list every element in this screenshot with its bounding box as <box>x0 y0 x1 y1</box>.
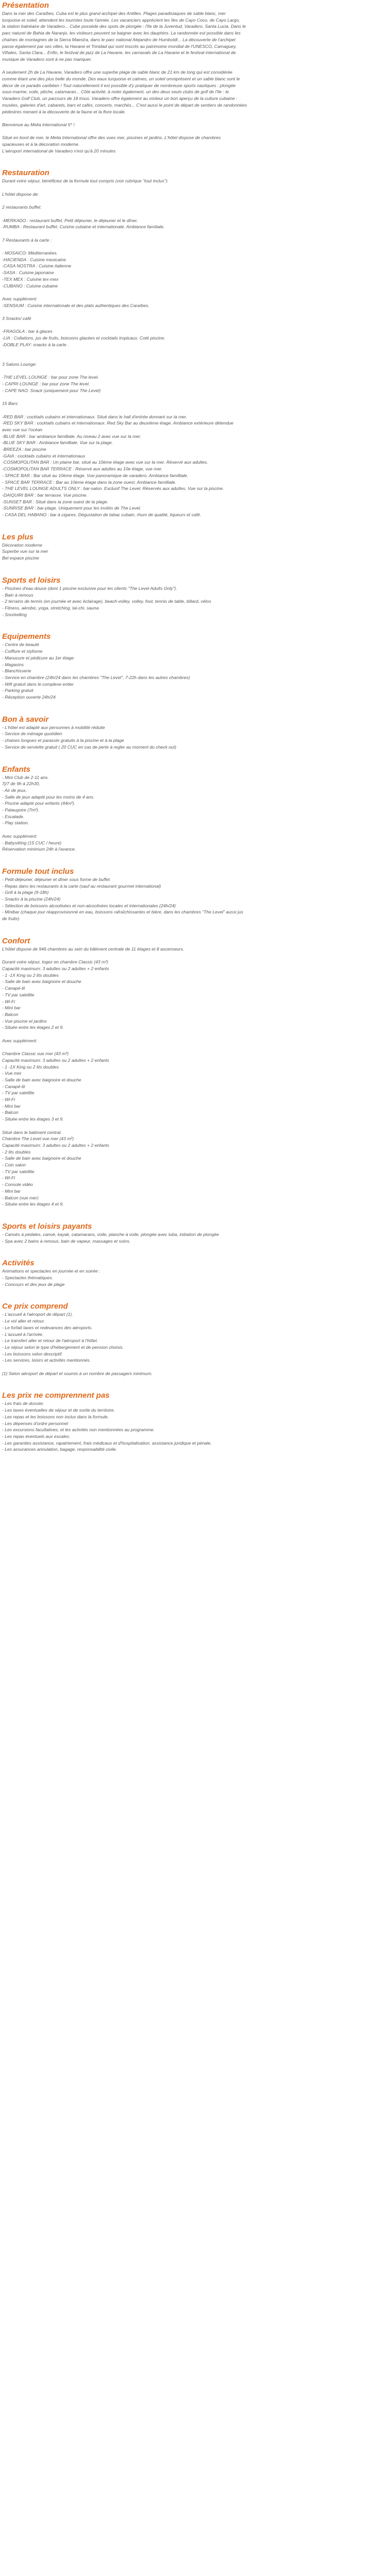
section-spacer <box>2 154 389 167</box>
text-line: - Le transfert aller et retour de l'aéroport à l'hôtel. <box>2 1338 98 1344</box>
text-line: -BLUE SKY BAR : Ambiance familliale. Vue sur la plage. <box>2 440 113 446</box>
text-line: - Service en chambre (24h/24 dans les chambres "The Level", 7-22h dans les autres chambres) <box>2 674 190 680</box>
section-ce-prix-comprend <box>2 1301 389 1377</box>
text-line: - Mini bar <box>2 1103 21 1109</box>
section-spacer <box>2 1208 389 1221</box>
blank-line <box>2 826 389 833</box>
text-line: -CASA NOSTRA : Cuisine italienne <box>2 263 72 269</box>
text-line: chaînes de montagnes de la Sierra Maestra, dans le parc national Alejandro de Humboldt... La découverte de l'archipel <box>2 37 236 42</box>
text-line: comme étant une des plus belle du monde. Des eaux turquoise et calmes, un soleil omniprésent et un sable blanc sont le <box>2 76 240 82</box>
section-spacer <box>2 562 389 575</box>
text-line: - CAPRI LOUNGE : bar pour zone The level. <box>2 381 90 387</box>
text-line: - Blanchisserie <box>2 668 31 674</box>
text-line: - Les taxes éventuelles de séjour et de sortie du territoire. <box>2 1408 115 1413</box>
section-formule-tout-inclus <box>2 866 389 922</box>
text-line: - Le forfait taxes et redevances des aéroports. <box>2 1325 93 1330</box>
text-line: - Escalade. <box>2 814 24 819</box>
blank-line <box>2 230 389 237</box>
text-line: - Canoës à pédales, canoë, kayak, catamarans, voile, planche à voile, plongée avec tuba, initiation de plongée <box>2 1231 219 1237</box>
text-line: Superbe vue sur la mer <box>2 549 48 554</box>
text-line: A seulement 2h de La Havane, Varadero offre une superbe plage de sable blanc de 21 km de long qui est considérée <box>2 70 233 75</box>
text-line: la station balnéaire de Varadero... Cube possède des spots de plongée : l'île de la Juventud, Varadero, Santa Lucia. Dans le <box>2 24 246 29</box>
blank-line <box>2 128 389 135</box>
text-line: - chaises longues et parasols gratuits à la piscine et à la plage <box>2 738 124 743</box>
text-line: - CASA DEL HABANO : bar à cigares. Dégustation de tabac cubain, rhum de qualité, liqueurs et café. <box>2 512 201 518</box>
text-line: - MOSAICO: Méditerranées. <box>2 250 58 256</box>
text-line: (1) Selon aéroport de départ et soumis à un nombre de passagers minimum. <box>2 1370 153 1376</box>
blank-line <box>2 354 389 361</box>
text-line: - Play station. <box>2 820 29 826</box>
text-line: - Spa avec 2 bains à remous, bain de vapeur, massages et soins. <box>2 1238 131 1244</box>
section-confort <box>2 936 389 1208</box>
text-line: - Service de serviette gratuit ( 20 CUC en cas de perte à regler au moment du check out) <box>2 744 176 750</box>
text-line: Viñales, Santa Clara... Enfin, le festival de jazz de La Havane, les carnavals de La Havane et le festival international de <box>2 50 236 56</box>
text-line: Avec supplément: <box>2 1038 38 1043</box>
text-line: - Salle de bain avec baignoire et douche <box>2 1077 82 1082</box>
text-line: pédestres menant à la découverte de la faune et la flore locale. <box>2 109 126 114</box>
section-title: Formule tout inclus <box>2 867 74 876</box>
text-line: - Spectacles thématiques. <box>2 1275 53 1281</box>
text-line: -DOBLE PLAY: snacks à la carte . <box>2 342 69 347</box>
text-line: Bel espace piscine <box>2 555 39 561</box>
text-line: - Les boissons selon descriptif. <box>2 1351 63 1357</box>
text-line: - TV par satellite <box>2 1090 35 1096</box>
blank-line <box>2 1123 389 1129</box>
section-title: Equipements <box>2 632 51 641</box>
text-line: - THE LEVEL LOUNGE ADULTS ONLY : bar-salon. Exclusif The Level. Réservés aux adultes. Vue sur la piscine. <box>2 486 224 492</box>
section-spacer <box>2 1377 389 1390</box>
text-line: - Coin salon <box>2 1162 26 1168</box>
text-line: - Piscines d'eau douce (dont 1 piscine exclusive pour les clients "The Level Adults Only"). <box>2 585 177 591</box>
text-line: - Snorkelling <box>2 612 27 617</box>
section-title: Les plus <box>2 532 34 541</box>
text-line: - Babysitting (15 CUC / heure) <box>2 840 62 845</box>
section-sports-et-loisirs <box>2 575 389 618</box>
text-line: sous-marine, voile, pêche, catamaran... Côté activité, à noter également, un des deux seuls clubs de golf de l'île : le <box>2 89 229 95</box>
text-line: - Piscine adapté pour enfants (44m²). <box>2 801 75 806</box>
text-line: - 2 lits doubles <box>2 1149 31 1155</box>
text-line: - Manucure et pédicure au 1er étage <box>2 655 74 660</box>
text-line: - Balcon <box>2 1011 19 1017</box>
text-line: -HACIENDA : Cuisine mexicaine <box>2 257 66 262</box>
text-line: - Salle de bain avec baignoire et douche <box>2 1156 82 1161</box>
text-line: L'hôtel dispose de 946 chambres au sein du bâtiment centrale de 11 étages et 8 ascenseurs. <box>2 946 185 952</box>
text-line: - Située entre les étages 4 et 9. <box>2 1201 64 1207</box>
text-line: - Balcon <box>2 1110 19 1115</box>
text-line: - Les excursions facultatives, et les activités non mentionnées au programme. <box>2 1427 155 1433</box>
text-line: Capacité maximum: 3 adultes ou 2 adultes + 2 enfants <box>2 1057 109 1063</box>
blank-line <box>2 368 389 375</box>
text-line: - Parking gratuit <box>2 688 34 693</box>
section-les-prix-ne-comprennent-pas <box>2 1390 389 1453</box>
text-line: -RED SKY BAR : cocktails cubains et internationaux. Red Sky Bar au deuxième étage. Ambiance extérieure détendue <box>2 420 234 426</box>
section-title: Confort <box>2 936 30 945</box>
text-line: - SPACE BAR TERRACE : Bar au 10ème étage dans la zone ouest. Ambiance familliale. <box>2 479 176 485</box>
text-line: - Salle de bain avec baignoire et douche <box>2 979 82 985</box>
text-line: - Wi-Fi <box>2 998 15 1004</box>
text-line: - Snacks à la piscine (24h/24) <box>2 896 61 902</box>
text-line: - Vue piscine et jardins <box>2 1018 47 1024</box>
blank-line <box>2 184 389 191</box>
text-line: -TEX MEX : Cuisine tex-mex <box>2 276 59 282</box>
text-line: - Centre de beauté <box>2 642 39 648</box>
text-line: de fruits) <box>2 916 20 922</box>
section-title: Enfants <box>2 765 31 774</box>
blank-line <box>2 211 389 217</box>
blank-line <box>2 348 389 355</box>
text-line: - Les repas éventuels aux escales. <box>2 1434 71 1439</box>
section-presentation <box>2 0 389 154</box>
text-line: - Mini bar <box>2 1188 21 1194</box>
text-line: - Console vidéo <box>2 1182 33 1188</box>
text-line: L'aéroport international de Varadero n'est qu'à 20 minutes <box>2 148 116 154</box>
text-line: Réservation minimum 24h à l'avance. <box>2 846 76 852</box>
text-line: - Petit-déjeuner, déjeuner et dîner sous forme de buffet <box>2 876 110 882</box>
text-line: - Wi-Fi <box>2 1175 15 1181</box>
section-equipements <box>2 631 389 700</box>
text-line: - Balcon (vue mer) <box>2 1195 39 1200</box>
text-line: -RUMBA : Restaurant buffet. Cuisine cubaine et internationale. Ambiance familiale. <box>2 224 165 230</box>
text-line: - Air de jeux. <box>2 787 27 793</box>
text-line: - Concours et des jeux de plage <box>2 1281 65 1287</box>
text-line: - Wi-Fi <box>2 1097 15 1103</box>
section-bon-a-savoir <box>2 714 389 751</box>
text-line: - Canapé-lit <box>2 1083 25 1089</box>
text-line: décor de ce paradis caribéen ! Tout naturellement il est possible d'y pratiquer de nombreuse sports nautiques : plongée <box>2 82 236 88</box>
section-sports-et-loisirs-payants <box>2 1221 389 1244</box>
text-line: - TV par satellite <box>2 992 35 997</box>
text-line: - Sélection de boissons alcoolisées et non-alcoolisées locales et internationales (24h/24) <box>2 903 176 908</box>
text-line: 3 Salons Lounge: <box>2 361 37 367</box>
section-spacer <box>2 618 389 631</box>
text-line: musique de Varadero sont à ne pas manquer. <box>2 56 92 62</box>
text-line: - Les frais de dossier. <box>2 1401 44 1406</box>
section-enfants <box>2 764 389 853</box>
section-title: Les prix ne comprennent pas <box>2 1391 110 1400</box>
text-line: -MERKADO : restaurant buffet, Petit déjeuner, le déjeuner et le dîner. <box>2 217 138 223</box>
blank-line <box>2 309 389 315</box>
text-line: musées, galeries d'art, cabarets, bars et cafés, concerts, marchés... C'est aussi le point de départ de sentiers de randonnées <box>2 102 247 108</box>
section-title: Activités <box>2 1259 35 1268</box>
section-title: Restauration <box>2 168 50 178</box>
text-line: -SENSIUM : Cuisine internationale et des plats authentiques des Caraïbes. <box>2 302 150 308</box>
text-line: - TV par satellite <box>2 1168 35 1174</box>
blank-line <box>2 953 389 959</box>
text-line: passe également par ses villes, la Havane et Trinidad qui sont inscrits au patrimoine mondial de l'UNESCO, Camaguey, <box>2 43 237 49</box>
text-line: - Vue mer <box>2 1071 22 1076</box>
text-line: -BLUE BAR : bar ambiance familliale. Au niveau 2 avec vue sur la mer. <box>2 433 141 439</box>
text-line: L'hôtel dispose de: <box>2 191 39 197</box>
text-line: 3 Snacks/ café <box>2 316 31 321</box>
blank-line <box>2 407 389 414</box>
text-line: Avec supplément: <box>2 833 38 839</box>
text-line: Situé dans le batiment central. <box>2 1129 62 1135</box>
text-line: -DAIQUIRI BAR : bar terrasse. Vue piscine. <box>2 492 88 498</box>
text-line: - Wifi gratuit dans le complexe entier <box>2 681 74 687</box>
text-line: - Les dépenses d'ordre personnel <box>2 1420 68 1426</box>
blank-line <box>2 322 389 329</box>
text-line: - Située entre les étages 3 et 9. <box>2 1116 64 1122</box>
text-line: -SUNRISE BAR : bar-plage. Uniquement pour les invités de The Level. <box>2 505 141 511</box>
text-line: - Minibar (chaque jour réapprovisionné en eau, boissons rafraîchissantes et bière, dans les chambres "The Level" aussi jus <box>2 909 243 915</box>
text-line: - Canapé-lit <box>2 986 25 991</box>
text-line: -CUBANO : Cuisine cubaine <box>2 283 58 289</box>
text-line: - Salle de jeux adapté pour les moins de 4 ans. <box>2 794 95 800</box>
text-line: 7j/7 de 9h à 22h30, <box>2 781 40 787</box>
text-line: - Repas dans les restaurants à la carte (sauf au restaurant gourmet international) <box>2 883 161 889</box>
text-line: - Magasins <box>2 662 24 667</box>
text-line: - Pataugoire (7m²). <box>2 807 40 813</box>
text-line: avec vue sur l'océan <box>2 427 43 432</box>
text-line: turquoise et soleil, attendent les touristes toute l'année. Les vacanciers apprécient les îles de Cayo Coco, de Cayo Largo, <box>2 17 240 23</box>
text-line: - Mini bar <box>2 1005 21 1011</box>
text-line: spacieuses et à la décoration moderne. <box>2 142 80 147</box>
text-line: Capacité maximum: 3 adultes ou 2 adultes + 2 enfants <box>2 1142 109 1148</box>
text-line: - Les garanties assistance, rapatriement, frais médicaux et d'hospitalisation, assistance juridique et pénale. <box>2 1440 212 1446</box>
text-line: - CAPE NAO: Snack (uniquement pour The Level) <box>2 387 101 393</box>
text-line: Capacité maximum: 3 adultes ou 2 adultes + 2 enfants <box>2 965 109 971</box>
blank-line <box>2 1031 389 1038</box>
text-line: - SPACE BAR : Bar situé au 10ème étage. Vue panoramique de varadero. Ambiance familliale. <box>2 472 188 478</box>
text-line: - L'accueil à l'arrivée. <box>2 1331 44 1337</box>
text-line: - Située entre les étages 2 et 9. <box>2 1025 64 1030</box>
text-line: Animations et spectacles en journée et en soirée : <box>2 1268 101 1274</box>
blank-line <box>2 1044 389 1050</box>
text-line: - Le séjour selon le type d'hébergement et de pension choisis. <box>2 1344 124 1350</box>
text-line: -FRAGOLA : bar à glaces <box>2 329 53 334</box>
text-line: -COSMOPOLITAN BAR : Un plaine bar, situé au 10ème étage avec vue sur la mer. Réservé aux adultes. <box>2 460 208 465</box>
text-line: -COSMOPOLITAN BAR TERRACE : Réservé aux adultes au 10e étage, vue mer. <box>2 466 162 472</box>
text-line: Chambre Classic vue mer (43 m²) <box>2 1051 69 1057</box>
text-line: -THE LEVEL LOUNGE : bar pour zone The level. <box>2 375 99 380</box>
blank-line <box>2 243 389 250</box>
text-line: -LIA : Collations, jus de fruits, boissons glacées et cocktails tropicaux. Coté piscine. <box>2 335 166 341</box>
text-line: -BREEZA : bar piscine <box>2 447 46 452</box>
text-line: Avec supplément: <box>2 296 38 301</box>
text-line: Bienvenue au Melia International 5* ! <box>2 122 75 127</box>
section-activites <box>2 1258 389 1287</box>
text-line: Décoration moderne <box>2 542 42 548</box>
blank-line <box>2 1364 389 1370</box>
text-line: Situé en bord de mer, le Melia International offre des vues mer, piscines et jardins. L'hôtel dispose de chambres <box>2 135 221 141</box>
blank-line <box>2 289 389 296</box>
text-line: - Mini Club de 2-11 ans. <box>2 774 49 780</box>
text-line: - Le vol aller et retour. <box>2 1318 45 1324</box>
text-line: -GAIA : cocktails cubains et internationaux <box>2 453 86 459</box>
text-line: - 1 -1X King ou 2 lits doubles <box>2 1064 59 1070</box>
text-line: - Les repas et les boissons non inclus dans la formule. <box>2 1414 109 1419</box>
section-spacer <box>2 1287 389 1301</box>
text-line: Durant votre séjour, logez en chambre Classic (43 m²) <box>2 959 108 965</box>
text-line: 15 Bars: <box>2 401 19 406</box>
section-spacer <box>2 701 389 714</box>
text-line: 7 Restaurants à la carte : <box>2 237 52 243</box>
blank-line <box>2 115 389 122</box>
section-spacer <box>2 853 389 866</box>
text-line: - Les assurances annulation, bagage, responsabilité civile. <box>2 1447 117 1452</box>
text-line: -SUNSET BAR : Situé dans la zone ouest de la plage. <box>2 499 108 504</box>
section-spacer <box>2 518 389 532</box>
section-title: Sports et loisirs payants <box>2 1222 92 1231</box>
section-les-plus <box>2 532 389 562</box>
section-restauration <box>2 167 389 518</box>
text-line: - Réception ouverte 24h/24 <box>2 694 56 700</box>
text-line: - Fitness, aérobic, yoga, stretching, tai-chi, sauna <box>2 605 99 611</box>
section-title: Sports et loisirs <box>2 575 61 585</box>
section-spacer <box>2 1244 389 1258</box>
section-title: Présentation <box>2 1 49 10</box>
text-line: - Bain à remous <box>2 592 34 598</box>
text-line: - 1 -1X King ou 2 lits doubles <box>2 972 59 978</box>
blank-line <box>2 63 389 70</box>
text-line: -SASA : Cuisine japonaise <box>2 270 54 276</box>
section-spacer <box>2 751 389 764</box>
text-line: - Coiffure et stylisme <box>2 649 43 654</box>
text-line: - L'accueil à l'aéroport de départ (1). <box>2 1312 73 1317</box>
blank-line <box>2 394 389 400</box>
text-line: Durant votre séjour, bénéficiez de la formule tout compris (voir rubrique "tout inclus"). <box>2 178 169 184</box>
text-line: Dans la mer des Caraïbes, Cuba est le plus grand archipel des Antilles. Plages paradisiaques de sable blanc, mer <box>2 11 226 16</box>
text-line: -RED BAR : cocktails cubains et internationaux. Situé dans le hall d'entrée donnant sur la mer. <box>2 414 187 419</box>
text-line: Varadero Golf Club, un parcours de 18 trous. Varadero offre également au visiteur un bon aperçu de la culture cubaine : <box>2 96 238 101</box>
text-line: - Service de ménage quotidien <box>2 731 62 737</box>
text-line: 2 restaurants buffet: <box>2 205 42 210</box>
text-line: - Les services, loisirs et activités mentionnés. <box>2 1358 91 1363</box>
section-spacer <box>2 922 389 936</box>
blank-line <box>2 198 389 205</box>
section-title: Ce prix comprend <box>2 1302 68 1311</box>
text-line: - 2 terrains de tennis (en journée et avec éclairage), beach-volley, volley, foot, tennis de table, billard, vélos <box>2 599 211 604</box>
section-title: Bon à savoir <box>2 715 49 724</box>
text-line: parc naturel de Bahia de Naranjo, les visiteurs peuvent se baigner avec les dauphins. La randonnée est possible dans les <box>2 30 241 36</box>
text-line: - L'hôtel est adapté aux personnes à mobilité réduite <box>2 724 105 730</box>
text-line: Chambre The Level vue mer (43 m²) <box>2 1136 74 1142</box>
text-line: - Grill à la plage (9-18h) <box>2 890 49 895</box>
